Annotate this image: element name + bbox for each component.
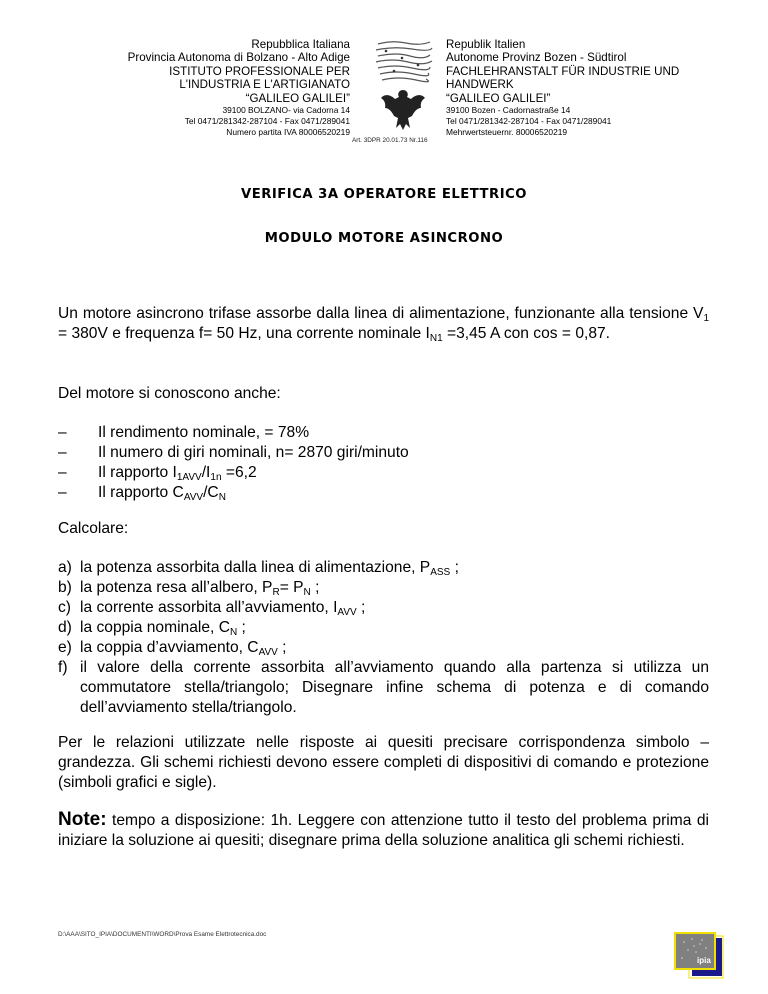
list-item [58,558,709,578]
subscript: 1n [210,472,222,483]
page-subtitle: MODULO MOTORE ASINCRONO [264,231,504,246]
text: la coppia d’avviamento, C [80,639,259,656]
header-line: FACHLEHRANSTALT FÜR INDUSTRIE UND [446,64,680,78]
note-paragraph [58,810,709,851]
coat-of-arms-icon [372,38,434,138]
header-address: 39100 Bozen - Cadornastraße 14 [446,105,571,116]
text: Il numero di giri nominali, n= 2870 giri/minuto [98,444,409,461]
text: la potenza assorbita dalla linea di alimentazione, P [80,559,431,576]
text: = P [279,579,304,596]
text: /I [201,464,211,481]
subscript: N [229,627,238,638]
item-label: d) [58,619,72,636]
text: = 380V e frequenza f= 50 Hz, una corrente nominale I [58,325,430,342]
header-vat: Mehrwertsteuernr. 80006520219 [446,127,568,138]
subscript: AVV [183,492,204,503]
header-line: “GALILEO GALILEI” [245,91,350,105]
text: =3,45 A con cos = 0,87. [442,325,611,342]
item-label: a) [58,559,72,576]
bullet: – [58,444,67,461]
calc-heading: Calcolare: [58,520,129,537]
header-line: L'INDUSTRIA E L'ARTIGIANATO [179,78,350,92]
text: Il rapporto C [98,484,184,501]
item-label: c) [58,599,71,616]
header-italian [128,38,350,138]
header-line: ISTITUTO PROFESSIONALE PER [169,64,350,78]
bullet: – [58,464,67,481]
item-label: b) [58,579,72,596]
text: Il rapporto I [98,464,177,481]
text: =6,2 [221,464,257,481]
known-list [58,423,709,503]
intro-paragraph [58,304,709,344]
text: Il rendimento nominale, = 78% [98,424,310,441]
bullet: – [58,424,67,441]
text: Un motore asincrono trifase assorbe dalla linea di alimentazione, funzionante alla tensione V [58,305,704,322]
header-line: Repubblica Italiana [251,38,350,51]
subscript: 1AVV [176,472,202,483]
header-vat: Numero partita IVA 80006520219 [226,127,350,138]
subscript: N [218,492,226,503]
list-item [58,578,709,598]
header-line: HANDWERK [446,78,514,92]
file-path: D:\AAA\SITO_IPIA\DOCUMENTI\WORD\Prova Esame Elettrotecnica.doc [58,931,267,938]
header-address: 39100 BOLZANO- via Cadorna 14 [222,105,350,116]
list-item [58,618,709,638]
page-title: VERIFICA 3A OPERATORE ELETTRICO [241,187,527,202]
note-text: tempo a disposizione: 1h. Leggere con attenzione tutto il testo del problema prima di iniziare la soluzione ai quesiti; disegnare prima della soluzione analitica gli schemi richiesti. [58,812,709,849]
subscript: AVV [258,647,278,658]
subscript: ASS [430,567,451,578]
list-item [58,598,709,618]
item-label: e) [58,639,72,656]
subscript: N [303,587,311,598]
text: ; [356,599,366,616]
text: ; [237,619,246,636]
list-item [58,443,709,463]
subscript: N1 [429,333,443,344]
text: la corrente assorbita all’avviamento, I [80,599,338,616]
list-item [58,638,709,658]
text: la coppia nominale, C [80,619,230,636]
calc-list [58,558,709,718]
text: /C [203,484,219,501]
header-phone: Tel 0471/281342-287104 - Fax 0471/289041 [446,116,612,127]
legal-reference: Art. 3DPR 20.01.73 Nr.116 [352,137,428,144]
text: ; [310,579,320,596]
known-heading: Del motore si conoscono anche: [58,385,281,402]
list-item [58,463,709,483]
text: ; [277,639,287,656]
header-line: Republik Italien [446,38,526,51]
header-line: “GALILEO GALILEI” [446,91,551,105]
logo-text: ipia [697,956,711,965]
header-line: Autonome Provinz Bozen - Südtirol [446,51,627,65]
subscript: R [272,587,280,598]
text: la potenza resa all’albero, P [80,579,273,596]
text: ; [450,559,459,576]
note-label: Note: [58,809,107,830]
relations-paragraph: Per le relazioni utilizzate nelle risposte ai quesiti precisare corrispondenza simbolo – grandezza. Gli schemi richiesti devono essere completi di dispositivi di comando e protezione (simboli grafici e sigle). [58,734,709,791]
text: il valore della corrente assorbita all’avviamento quando alla partenza si utilizza un commutatore stella/triangolo; Disegnare infine schema di potenza e di comando dell’avviamento stella/triangolo. [80,659,709,716]
subscript: AVV [337,607,357,618]
subscript: 1 [703,313,709,324]
header-line: Provincia Autonoma di Bolzano - Alto Adige [127,51,350,65]
item-label: f) [58,659,68,676]
list-item [58,658,709,718]
list-item [58,423,709,443]
list-item [58,483,709,503]
header-phone: Tel 0471/281342-287104 - Fax 0471/289041 [184,116,350,127]
header-german [446,38,679,138]
bullet: – [58,484,67,501]
ipia-logo-icon [672,930,724,982]
